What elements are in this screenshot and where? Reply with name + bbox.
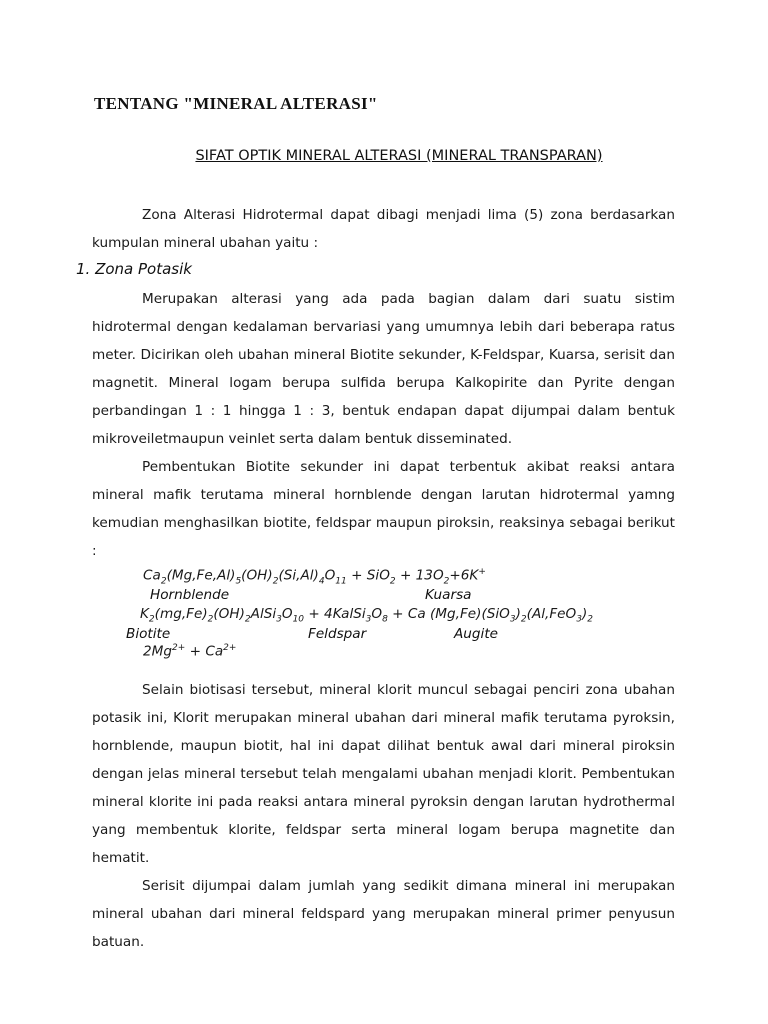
document-subtitle: SIFAT OPTIK MINERAL ALTERASI (MINERAL TRANSPARAN) xyxy=(195,148,603,164)
reaction-line-3: $2Mg^{2+} + Ca^{2+}$ xyxy=(143,643,237,660)
label-kuarsa: Kuarsa xyxy=(425,587,472,603)
paragraph-1-text: Merupakan alterasi yang ada pada bagian dalam dari suatu sistim hidrotermal dengan kedalaman bervariasi yang umumnya lebih dari beberapa ratus meter. Dicirikan oleh ubahan mineral Biotite sekunder, K-Feldspar, Kuarsa, serisit dan magnetit. Mineral logam berupa sulfida berupa Kalkopirite dan Pyrite dengan perbandingan 1 : 1 hingga 1 : 3, bentuk endapan dapat dijumpai dalam bentuk mikroveiletmaupun veinlet serta dalam bentuk disseminated. xyxy=(92,291,675,447)
paragraph-1 xyxy=(92,285,675,453)
label-hornblende: Hornblende xyxy=(150,587,230,603)
paragraph-2-text: Pembentukan Biotite sekunder ini dapat terbentuk akibat reaksi antara mineral mafik terutama mineral hornblende dengan larutan hidrotermal yamng kemudian menghasilkan biotite, feldspar maupun piroksin, reaksinya sebagai berikut : xyxy=(92,459,675,559)
paragraph-3 xyxy=(92,676,675,872)
paragraph-4-text: Serisit dijumpai dalam jumlah yang sedikit dimana mineral ini merupakan mineral ubahan dari mineral feldspard yang merupakan mineral primer penyusun batuan. xyxy=(92,878,675,950)
document-title: TENTANG "MINERAL ALTERASI" xyxy=(94,94,378,113)
paragraph-3-text: Selain biotisasi tersebut, mineral klorit muncul sebagai penciri zona ubahan potasik ini, Klorit merupakan mineral ubahan dari mineral mafik terutama pyroksin, hornblende, maupun biotit, hal ini dapat dilihat bentuk awal dari mineral piroksin dengan jelas mineral tersebut telah mengalami ubahan menjadi klorit. Pembentukan mineral klorite ini pada reaksi antara mineral pyroksin dengan larutan hydrothermal yang membentuk klorite, feldspar serta mineral logam berupa magnetite dan hematit. xyxy=(92,682,675,866)
paragraph-2 xyxy=(92,453,675,565)
section-heading: 1. Zona Potasik xyxy=(76,260,192,278)
paragraph-4 xyxy=(92,872,675,956)
intro-paragraph xyxy=(92,201,675,257)
reaction-line-2: $K_2(mg,Fe)_2(OH)_2AlSi_3O_{10}$ + $4KalSi_3O_8 + Ca$ $(Mg,Fe)(SiO_3)_2(Al,FeO_3)_2$ xyxy=(140,606,594,625)
label-feldspar: Feldspar xyxy=(308,626,367,642)
label-biotite: Biotite xyxy=(126,626,171,642)
reaction-line-1: $Ca_2(Mg,Fe,Al)_5(OH)_2(Si,Al)_4O_{11} + SiO_2 + 13O_2+6K^+$ xyxy=(143,567,486,587)
intro-text: Zona Alterasi Hidrotermal dapat dibagi menjadi lima (5) zona berdasarkan kumpulan mineral ubahan yaitu : xyxy=(92,207,675,251)
label-augite: Augite xyxy=(454,626,499,642)
